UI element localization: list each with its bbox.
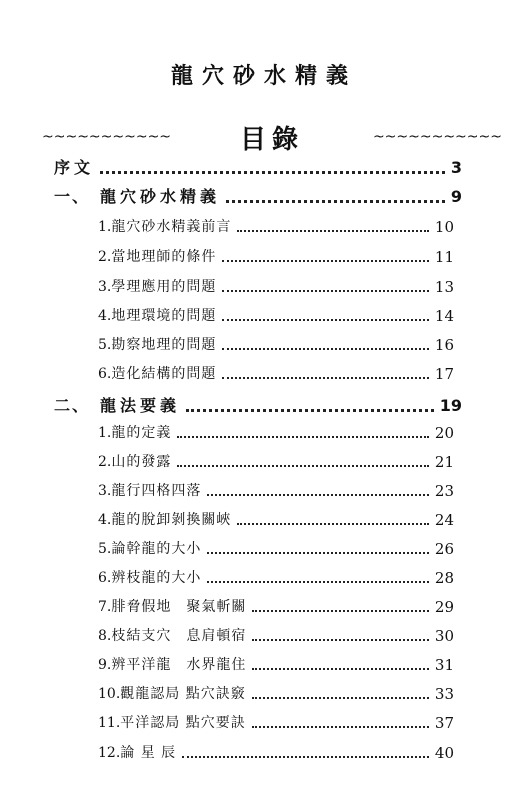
toc-entry-page: 37	[434, 714, 454, 732]
toc-entry-page: 14	[434, 307, 454, 325]
toc-entry-page: 30	[434, 627, 454, 645]
dot-leader	[252, 608, 429, 612]
toc-entry-number: 1.	[98, 425, 112, 441]
toc-entry-label: 平洋認局 點穴要訣	[120, 715, 246, 731]
toc-entry-label: 龍穴砂水精義前言	[111, 219, 232, 235]
toc-entry-number: 5.	[98, 541, 112, 557]
toc-entry-number: 8.	[98, 628, 112, 644]
toc-entry-page: 20	[434, 424, 454, 442]
tilde-decoration-right: ~~~~~~~~~~~	[372, 129, 502, 145]
toc-entry	[98, 450, 454, 474]
dot-leader	[252, 637, 429, 641]
dot-leader	[222, 317, 429, 321]
toc-entry	[98, 624, 454, 648]
toc-entry	[98, 304, 454, 328]
toc-entry	[98, 682, 454, 706]
toc-entry-label: 辨平洋龍 水界龍住	[111, 657, 247, 673]
dot-leader	[222, 375, 429, 379]
toc-entry-label: 造化結構的問題	[111, 366, 217, 382]
toc-entry	[98, 421, 454, 445]
toc-entry-page: 33	[434, 685, 454, 703]
dot-leader	[252, 666, 429, 670]
toc-entry-number: 10.	[98, 686, 121, 702]
dot-leader	[177, 463, 429, 467]
toc-entry-number: 12.	[98, 745, 121, 761]
toc-entry-page: 28	[434, 569, 454, 587]
toc-entry-page: 13	[434, 278, 454, 296]
dot-leader	[177, 434, 429, 438]
toc-entry-page: 10	[434, 218, 454, 236]
dot-leader	[207, 492, 429, 496]
dot-leader	[237, 521, 429, 525]
toc-entry	[98, 333, 454, 357]
toc-entry	[98, 215, 454, 239]
toc-header	[42, 118, 502, 156]
toc-entry-number: 7.	[98, 599, 112, 615]
toc-entry-label: 龍行四格四落	[111, 483, 202, 499]
toc-entry-number: 4.	[98, 512, 112, 528]
toc-heading: 目錄	[239, 124, 304, 155]
toc-entry-label: 山的發露	[111, 454, 172, 470]
dot-leader	[222, 258, 429, 262]
toc-entry	[98, 595, 454, 619]
toc-entry-label: 龍法要義	[100, 396, 181, 415]
toc-entry	[98, 362, 454, 386]
toc-entry-label: 當地理師的條件	[111, 249, 217, 265]
toc-entry-page: 40	[434, 744, 454, 762]
toc-entry-page: 23	[434, 482, 454, 500]
toc-entry	[98, 508, 454, 532]
dot-leader	[252, 695, 429, 699]
toc-entry-page: 17	[434, 365, 454, 383]
toc-entry-label: 龍的脫卸剝換關峽	[111, 512, 232, 528]
toc-entry-page: 3	[450, 158, 462, 177]
toc-entry-page: 24	[434, 511, 454, 529]
toc-entry-label: 論 星 辰	[120, 745, 177, 761]
toc-entry-number: 9.	[98, 657, 112, 673]
toc-entry-label: 學理應用的問題	[111, 279, 217, 295]
toc-entry-label: 龍的定義	[111, 425, 172, 441]
dot-leader	[207, 550, 429, 554]
dot-leader	[237, 228, 429, 232]
toc-entry	[98, 537, 454, 561]
toc-entry	[98, 566, 454, 590]
toc-entry-number: 1.	[98, 219, 112, 235]
toc-entry	[98, 245, 454, 269]
toc-entry-number: 3.	[98, 279, 112, 295]
toc-entry-number: 11.	[98, 715, 121, 731]
toc-chapter-number: 二、	[54, 396, 91, 415]
toc-entry	[98, 479, 454, 503]
dot-leader	[186, 407, 434, 412]
toc-entry-number: 2.	[98, 249, 112, 265]
toc-entry-number: 6.	[98, 570, 112, 586]
toc-entry-page: 31	[434, 656, 454, 674]
toc-entry-number: 3.	[98, 483, 112, 499]
dot-leader	[182, 754, 429, 758]
dot-leader	[100, 169, 445, 174]
toc-entry-label: 序文	[54, 158, 95, 177]
dot-leader	[207, 579, 429, 583]
toc-chapter-number: 一、	[54, 187, 91, 206]
toc-entry	[98, 711, 454, 735]
toc-entry-preface	[54, 156, 462, 180]
toc-entry-label: 論幹龍的大小	[111, 541, 202, 557]
dot-leader	[222, 288, 429, 292]
toc-entry-number: 2.	[98, 454, 112, 470]
toc-entry-number: 5.	[98, 337, 112, 353]
toc-entry-label: 腓脅假地 聚氣斬關	[111, 599, 247, 615]
toc-entry-label: 勘察地理的問題	[111, 337, 217, 353]
dot-leader	[222, 346, 429, 350]
toc-entry-label: 龍穴砂水精義	[100, 187, 221, 206]
toc-entry-label: 辨枝龍的大小	[111, 570, 202, 586]
toc-entry-page: 9	[450, 187, 462, 206]
toc-entry-label: 觀龍認局 點穴訣竅	[120, 686, 246, 702]
toc-chapter-1	[54, 185, 462, 209]
toc-entry-number: 6.	[98, 366, 112, 382]
toc-entry-page: 11	[434, 248, 454, 266]
tilde-decoration-left: ~~~~~~~~~~~	[42, 129, 172, 145]
toc-entry-label: 枝結支穴 息肩頓宿	[111, 628, 247, 644]
toc-entry-page: 21	[434, 453, 454, 471]
toc-entry-page: 26	[434, 540, 454, 558]
dot-leader	[226, 198, 445, 203]
toc-entry-label: 地理環境的問題	[111, 308, 217, 324]
toc-chapter-2	[54, 394, 462, 418]
toc-entry-number: 4.	[98, 308, 112, 324]
toc-entry	[98, 275, 454, 299]
page-title: 龍穴砂水精義	[170, 64, 357, 89]
toc-entry-page: 29	[434, 598, 454, 616]
dot-leader	[252, 724, 429, 728]
toc-entry	[98, 653, 454, 677]
toc-entry-page: 19	[439, 396, 462, 415]
toc-entry	[98, 741, 454, 765]
toc-entry-page: 16	[434, 336, 454, 354]
